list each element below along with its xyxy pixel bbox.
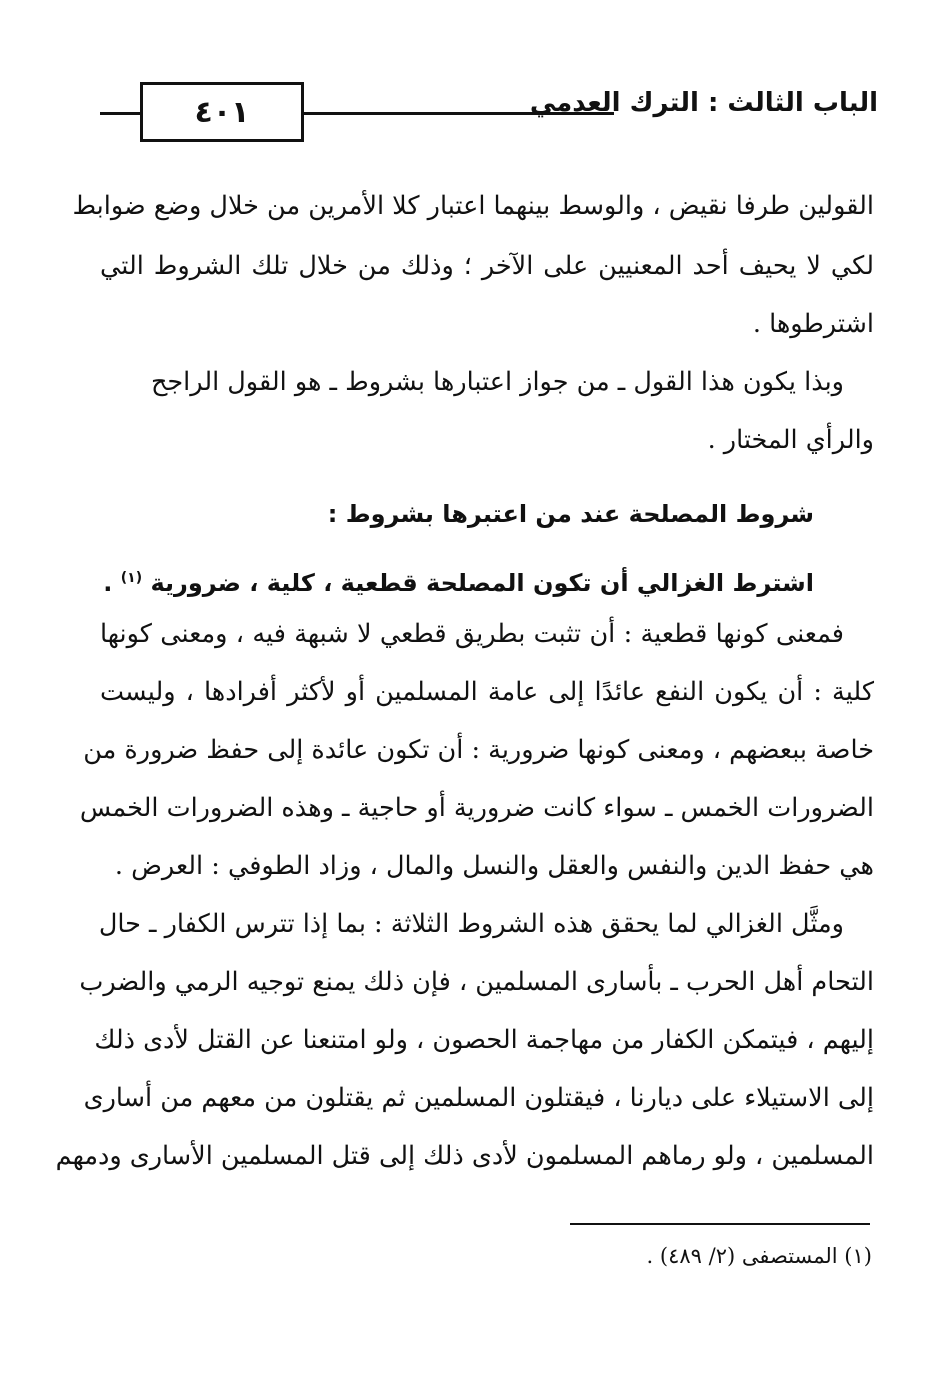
text-line: إلى الاستيلاء على ديارنا ، فيقتلون المسلمين ثم يقتلون من معهم من أسارى <box>83 1083 874 1113</box>
subsection-heading <box>100 550 814 606</box>
page-number-box <box>140 82 304 142</box>
section-heading: شروط المصلحة عند من اعتبرها بشروط : <box>327 500 814 528</box>
text-line: القولين طرفا نقيض ، والوسط بينهما اعتبار كلا الأمرين من خلال وضع ضوابط <box>72 191 874 221</box>
text-line: إليهم ، فيتمكن الكفار من مهاجمة الحصون ، ولو امتنعنا عن القتل لأدى ذلك <box>94 1025 874 1055</box>
page-header <box>100 82 878 146</box>
header-rule-left <box>100 112 140 115</box>
text-line: هي حفظ الدين والنفس والعقل والنسل والمال ، وزاد الطوفي : العرض . <box>114 851 874 881</box>
chapter-title: الباب الثالث : الترك العدمي <box>529 88 878 118</box>
text-line: فمعنى كونها قطعية : أن تثبت بطريق قطعي لا شبهة فيه ، ومعنى كونها <box>100 619 844 649</box>
footnote: (١) المستصفى (٢/ ٤٨٩) . <box>646 1244 872 1268</box>
heading-end: . <box>103 569 121 597</box>
text-line: خاصة ببعضهم ، ومعنى كونها ضرورية : أن تكون عائدة إلى حفظ ضرورة من <box>83 735 874 765</box>
footnote-ref: (١) <box>120 570 143 586</box>
footnote-separator <box>570 1223 870 1225</box>
page-number: ٤٠١ <box>194 94 250 130</box>
text-line: كلية : أن يكون النفع عائدًا إلى عامة المسلمين أو لأكثر أفرادها ، وليست <box>100 677 874 707</box>
text-line: المسلمين ، ولو رماهم المسلمون لأدى ذلك إلى قتل المسلمين الأسارى ودمهم <box>55 1141 874 1171</box>
text-line: والرأي المختار . <box>707 425 874 455</box>
text-line: اشترطوها . <box>752 309 874 339</box>
text-line: التحام أهل الحرب ـ بأسارى المسلمين ، فإن ذلك يمنع توجيه الرمي والضرب <box>79 967 874 997</box>
text-line: وبذا يكون هذا القول ـ من جواز اعتبارها بشروط ـ هو القول الراجح <box>150 367 844 397</box>
text-line: الضرورات الخمس ـ سواء كانت ضرورية أو حاجية ـ وهذه الضرورات الخمس <box>79 793 874 823</box>
text-line: لكي لا يحيف أحد المعنيين على الآخر ؛ وذلك من خلال تلك الشروط التي <box>100 251 874 281</box>
text-line: ومثَّل الغزالي لما يحقق هذه الشروط الثلاثة : بما إذا تترس الكفار ـ حال <box>98 909 844 939</box>
subsection-heading-text: اشترط الغزالي أن تكون المصلحة قطعية ، كلية ، ضرورية <box>150 569 814 597</box>
